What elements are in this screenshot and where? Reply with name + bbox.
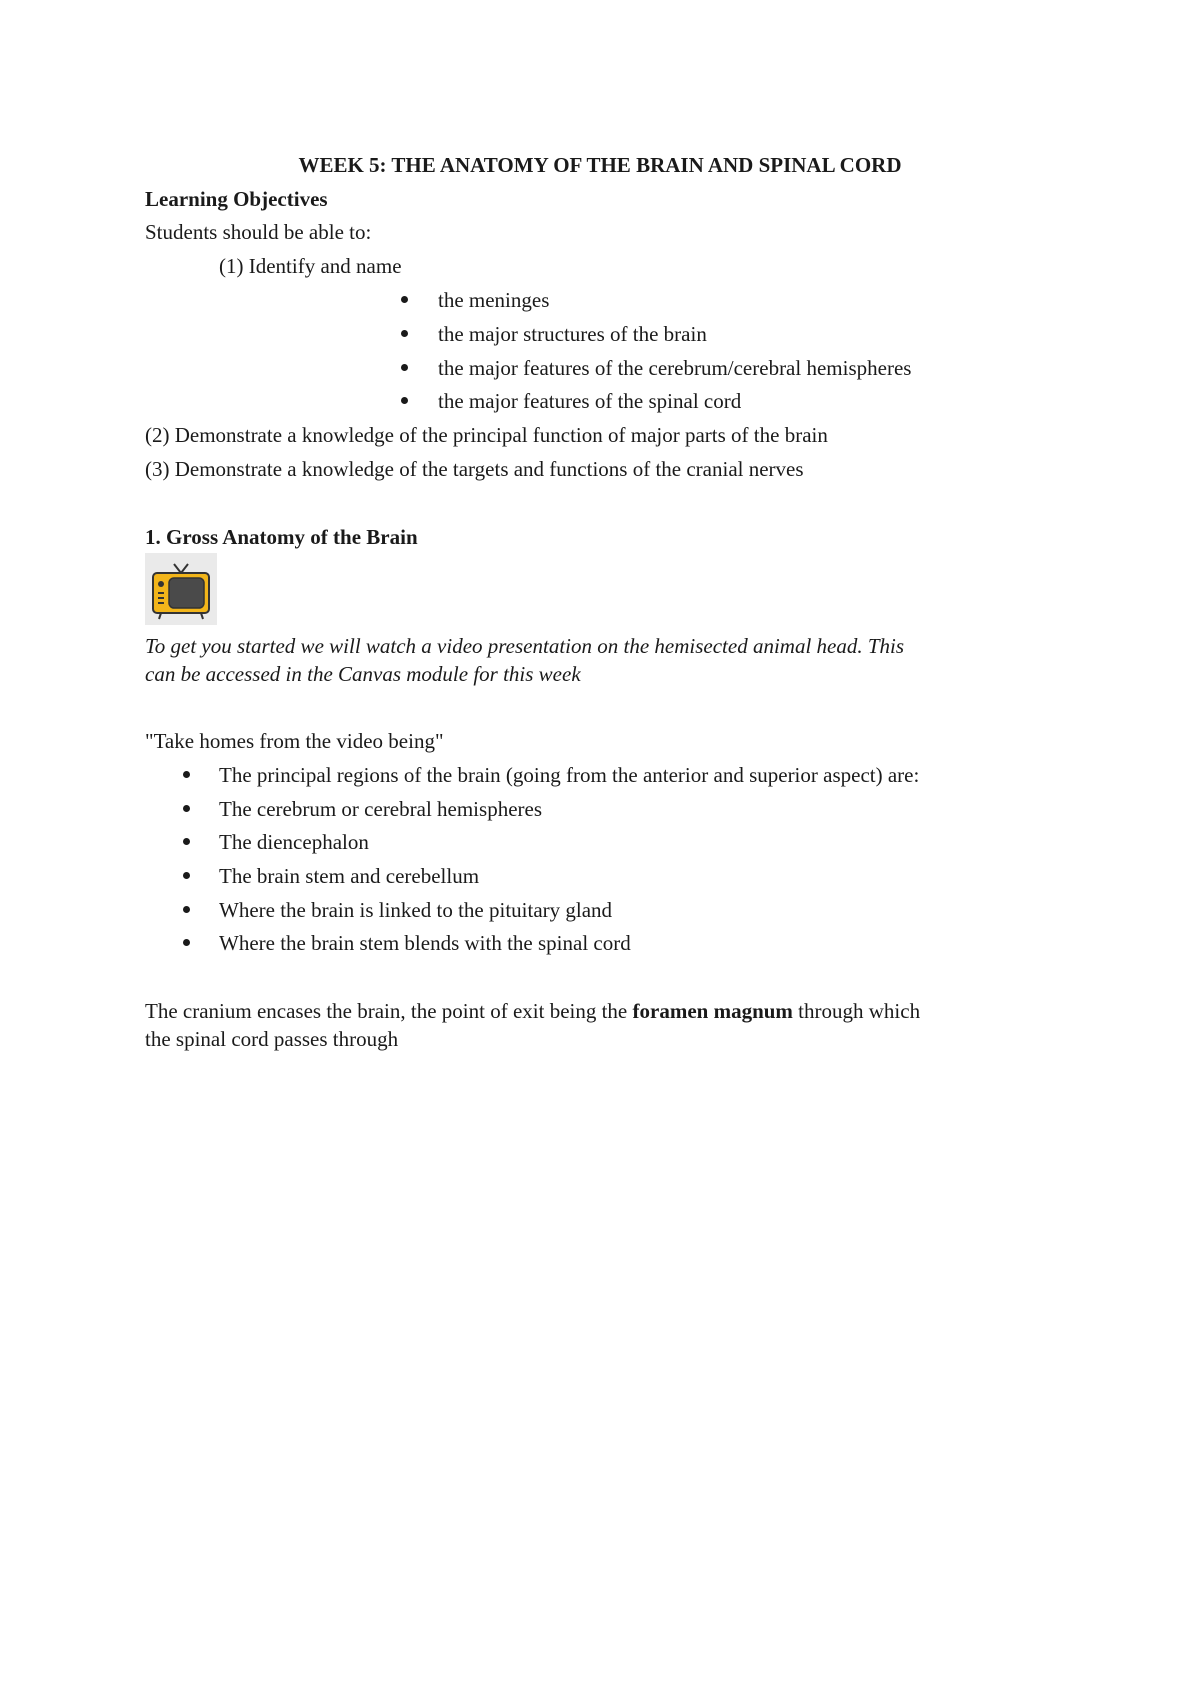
cranium-text-start: The cranium encases the brain, the point of exit being the — [145, 999, 633, 1023]
list-item: the major structures of the brain — [438, 322, 707, 346]
bullet-icon — [183, 771, 190, 778]
section-1-heading: 1. Gross Anatomy of the Brain — [145, 525, 418, 549]
bullet-icon — [401, 330, 408, 337]
bullet-icon — [183, 805, 190, 812]
list-item: Where the brain is linked to the pituitary gland — [219, 898, 613, 922]
bullet-icon — [401, 296, 408, 303]
bullet-icon — [183, 838, 190, 845]
list-item: The cerebrum or cerebral hemispheres — [219, 797, 542, 821]
learning-objectives-heading: Learning Objectives — [145, 187, 328, 211]
objective-1: (1) Identify and name — [219, 254, 402, 278]
list-item: The diencephalon — [219, 830, 369, 854]
foramen-magnum-term: foramen magnum — [632, 999, 793, 1023]
bullet-icon — [183, 906, 190, 913]
video-note-line-2: can be accessed in the Canvas module for this week — [145, 662, 581, 686]
bullet-icon — [401, 364, 408, 371]
bullet-icon — [401, 397, 408, 404]
list-item: the meninges — [438, 288, 550, 312]
video-note-line-1: To get you started we will watch a video presentation on the hemisected animal head. This — [145, 634, 905, 658]
objectives-intro: Students should be able to: — [145, 220, 372, 244]
list-item: Where the brain stem blends with the spinal cord — [219, 931, 631, 955]
objective-3: (3) Demonstrate a knowledge of the targets and functions of the cranial nerves — [145, 457, 804, 481]
tv-icon — [145, 553, 217, 625]
list-item: The brain stem and cerebellum — [219, 864, 480, 888]
objective-2: (2) Demonstrate a knowledge of the principal function of major parts of the brain — [145, 423, 828, 447]
cranium-text-end: through which — [792, 999, 921, 1023]
list-item: The principal regions of the brain (going from the anterior and superior aspect) are: — [219, 763, 920, 787]
bullet-icon — [183, 939, 190, 946]
page-title: WEEK 5: THE ANATOMY OF THE BRAIN AND SPINAL CORD — [298, 153, 902, 177]
cranium-paragraph-line-2: the spinal cord passes through — [145, 1027, 399, 1051]
list-item: the major features of the spinal cord — [438, 389, 742, 413]
take-homes-intro: "Take homes from the video being" — [145, 729, 444, 753]
list-item: the major features of the cerebrum/cerebral hemispheres — [438, 356, 912, 380]
bullet-icon — [183, 872, 190, 879]
cranium-paragraph-line-1 — [145, 998, 920, 1024]
